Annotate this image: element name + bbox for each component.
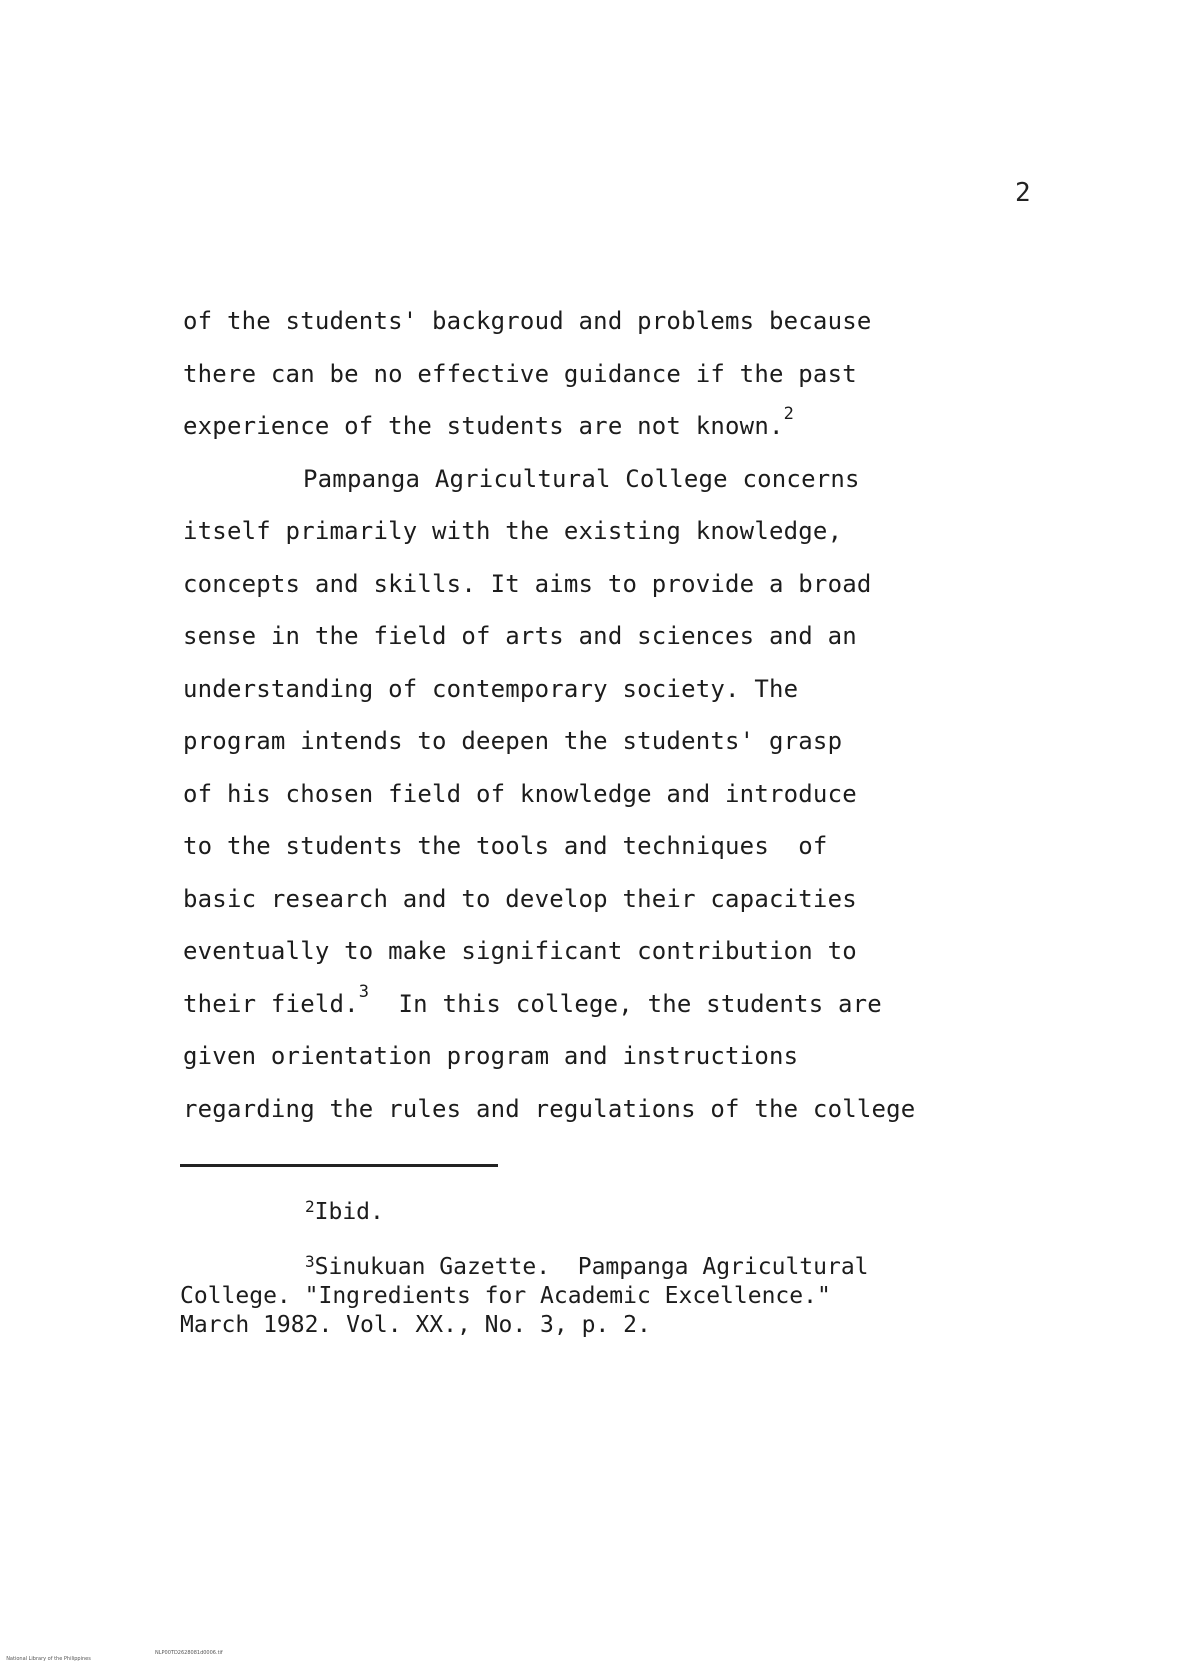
body-line: basic research and to develop their capacities xyxy=(183,884,857,913)
footnote-3-line-3: March 1982. Vol. XX., No. 3, p. 2. xyxy=(180,1312,651,1338)
body-line-tail: In this college, the students are xyxy=(369,989,882,1018)
footnote-ref-2: 2 xyxy=(783,404,795,424)
paragraph-start-line: Pampanga Agricultural College concerns xyxy=(303,464,860,493)
body-line: understanding of contemporary society. The xyxy=(183,674,799,703)
footnote-ref-3: 3 xyxy=(358,981,370,1002)
body-line: of his chosen field of knowledge and introduce xyxy=(183,779,857,808)
body-line-text: their field. xyxy=(183,989,359,1018)
body-line: of the students' backgroud and problems because xyxy=(183,307,872,335)
footnote-divider xyxy=(180,1164,498,1167)
library-credit: National Library of the Philippines xyxy=(6,1656,91,1662)
footnote-2-text: Ibid. xyxy=(314,1199,384,1225)
body-line: sense in the field of arts and sciences and an xyxy=(183,622,857,650)
page-number: 2 xyxy=(1015,178,1031,208)
footnotes xyxy=(180,1198,1020,1340)
scan-footer xyxy=(3,1650,223,1668)
footnote-3-mark: 3 xyxy=(305,1252,315,1271)
body-line: regarding the rules and regulations of the college xyxy=(183,1094,916,1123)
body-line: program intends to deepen the students' grasp xyxy=(183,727,843,755)
footnote-3-line-1 xyxy=(180,1253,1020,1282)
body-line: there can be no effective guidance if the past xyxy=(183,359,857,388)
body-line: to the students the tools and techniques of xyxy=(183,832,828,860)
body-line: itself primarily with the existing knowledge, xyxy=(183,517,843,545)
body-line: given orientation program and instructions xyxy=(183,1042,799,1070)
body-text xyxy=(183,295,1003,1135)
body-line: concepts and skills. It aims to provide a broad xyxy=(183,569,872,598)
body-line-with-note xyxy=(183,400,1003,453)
body-line-with-note xyxy=(183,978,1003,1031)
footnote-3-text: Sinukuan Gazette. Pampanga Agricultural xyxy=(314,1254,869,1280)
body-line: eventually to make significant contribution to xyxy=(183,937,857,965)
file-identifier: NLP00TD2628081d0006.tif xyxy=(155,1650,223,1656)
body-line-text: experience of the students are not known. xyxy=(183,412,784,440)
footnote-2 xyxy=(180,1198,1020,1227)
footnote-3-line-2: College. "Ingredients for Academic Excellence." xyxy=(180,1283,831,1309)
footnote-2-mark: 2 xyxy=(305,1197,315,1216)
